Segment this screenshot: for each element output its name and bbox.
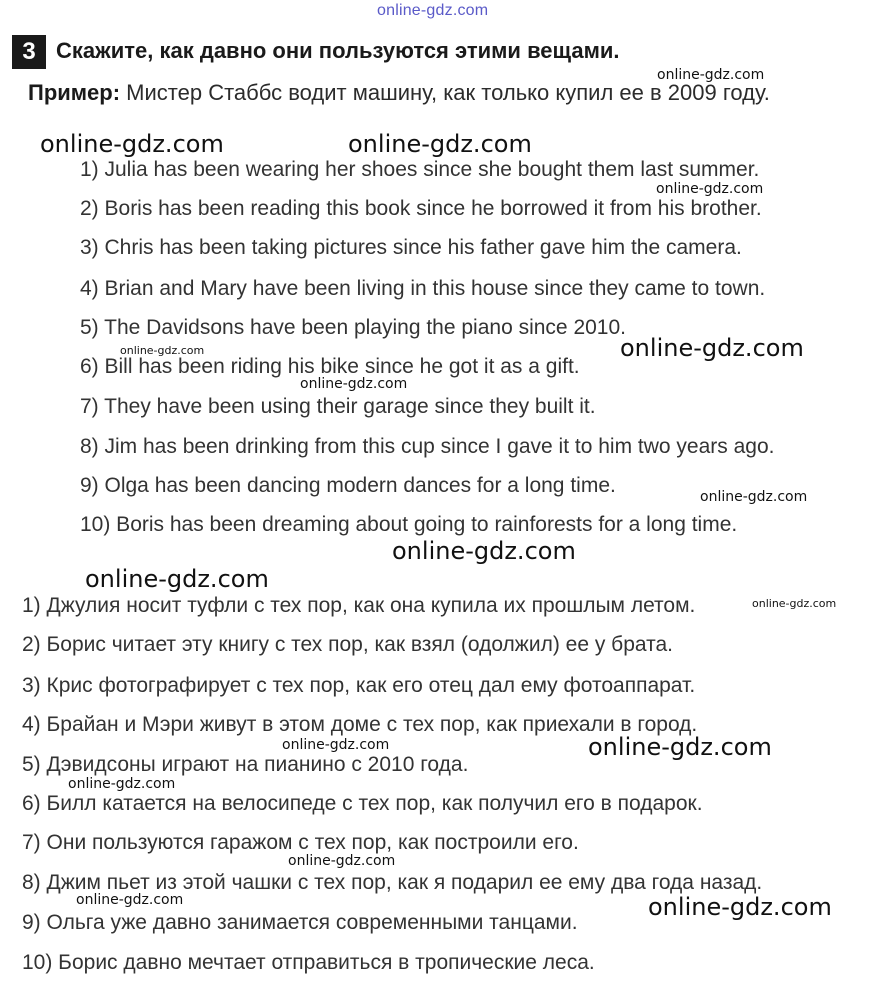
watermark: online-gdz.com bbox=[392, 537, 576, 565]
example-label: Пример: bbox=[28, 80, 121, 105]
example-line bbox=[28, 80, 770, 106]
watermark: online-gdz.com bbox=[120, 344, 205, 357]
english-sentence-8: 8) Jim has been drinking from this cup since I gave it to him two years ago. bbox=[80, 435, 775, 458]
watermark: online-gdz.com bbox=[76, 892, 184, 908]
russian-sentence-6: 6) Билл катается на велосипеде с тех пор, как получил его в подарок. bbox=[22, 792, 703, 815]
watermark: online-gdz.com bbox=[40, 130, 224, 158]
russian-sentence-4: 4) Брайан и Мэри живут в этом доме с тех пор, как приехали в город. bbox=[22, 713, 698, 736]
example-text: Мистер Стаббс водит машину, как только купил ее в 2009 году. bbox=[120, 80, 770, 105]
watermark: online-gdz.com bbox=[588, 733, 772, 761]
english-sentence-2: 2) Boris has been reading this book since he borrowed it from his brother. bbox=[80, 197, 762, 220]
russian-sentence-3: 3) Крис фотографирует с тех пор, как его отец дал ему фотоаппарат. bbox=[22, 674, 696, 697]
watermark: online-gdz.com bbox=[700, 489, 808, 505]
russian-sentence-10: 10) Борис давно мечтает отправиться в тропические леса. bbox=[22, 951, 595, 974]
watermark: online-gdz.com bbox=[752, 597, 837, 610]
watermark: online-gdz.com bbox=[288, 853, 396, 869]
english-sentence-9: 9) Olga has been dancing modern dances for a long time. bbox=[80, 474, 616, 497]
english-sentence-10: 10) Boris has been dreaming about going to rainforests for a long time. bbox=[80, 513, 738, 536]
watermark: online-gdz.com bbox=[85, 565, 269, 593]
russian-sentence-5: 5) Дэвидсоны играют на пианино с 2010 года. bbox=[22, 753, 469, 776]
russian-sentence-1: 1) Джулия носит туфли с тех пор, как она купила их прошлым летом. bbox=[22, 594, 696, 617]
english-sentence-5: 5) The Davidsons have been playing the piano since 2010. bbox=[80, 316, 626, 339]
russian-sentence-9: 9) Ольга уже давно занимается современными танцами. bbox=[22, 911, 578, 934]
watermark: online-gdz.com bbox=[620, 334, 804, 362]
task-number-badge: 3 bbox=[12, 35, 46, 69]
watermark: online-gdz.com bbox=[282, 737, 390, 753]
russian-sentence-8: 8) Джим пьет из этой чашки с тех пор, как я подарил ее ему два года назад. bbox=[22, 871, 763, 894]
english-sentence-7: 7) They have been using their garage since they built it. bbox=[80, 395, 596, 418]
watermark: online-gdz.com bbox=[68, 776, 176, 792]
english-sentence-4: 4) Brian and Mary have been living in this house since they came to town. bbox=[80, 277, 766, 300]
watermark: online-gdz.com bbox=[648, 893, 832, 921]
watermark: online-gdz.com bbox=[656, 181, 764, 197]
task-title: Скажите, как давно они пользуются этими вещами. bbox=[56, 38, 620, 63]
english-sentence-3: 3) Chris has been taking pictures since his father gave him the camera. bbox=[80, 236, 742, 259]
russian-sentence-7: 7) Они пользуются гаражом с тех пор, как построили его. bbox=[22, 831, 579, 854]
watermark: online-gdz.com bbox=[300, 376, 408, 392]
english-sentence-1: 1) Julia has been wearing her shoes since she bought them last summer. bbox=[80, 158, 760, 181]
english-sentence-6: 6) Bill has been riding his bike since he got it as a gift. bbox=[80, 355, 580, 378]
russian-sentence-2: 2) Борис читает эту книгу с тех пор, как взял (одолжил) ее у брата. bbox=[22, 633, 673, 656]
watermark: online-gdz.com bbox=[348, 130, 532, 158]
header-watermark: online-gdz.com bbox=[377, 2, 489, 19]
watermark: online-gdz.com bbox=[657, 67, 765, 83]
